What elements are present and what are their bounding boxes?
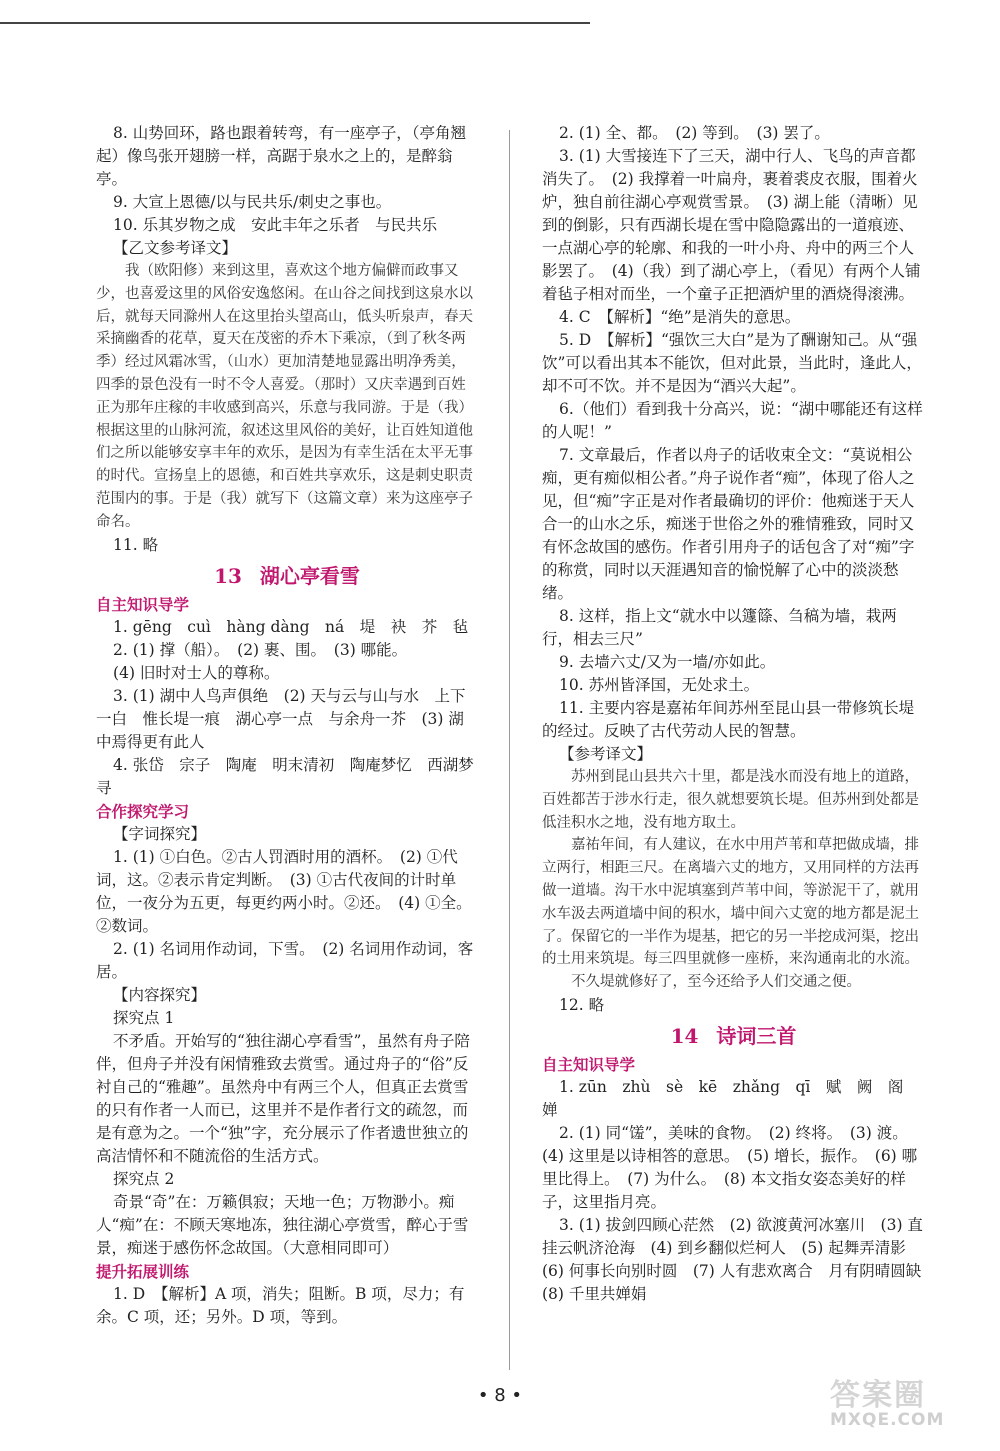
answer-line: 12. 略 <box>559 995 605 1014</box>
translation-paragraph: 不久堤就修好了，至今还给予人们交通之便。 <box>571 974 861 991</box>
answer-line: 3. (1) 拔剑四顾心茫然 (2) 欲渡黄河冰塞川 (3) 直挂云帆济沧海 (4) 到乡翻似烂柯人 (5) 起舞弄清影 (6) 何事长向别时圆 (7) 人有悲欢离合 月有阴晴圆缺 (8) 千里共婵娟 <box>542 1215 937 1303</box>
handwritten-translation <box>542 834 925 971</box>
answer-line: 7. 文章最后，作者以舟子的话收束全文：“莫说相公痴，更有痴似相公者。”舟子说作者“痴”，体现了俗人之见，但“痴”字正是对作者最确切的评价：他痴迷于天人合一的山水之乐，痴迷于世俗之外的雅情雅致，同时又有怀念故国的感伤。作者引用舟子的话包含了对“痴”字的称赏，同时以天涯遇知音的愉悦解了心中的淡淡愁绪。 <box>542 446 915 602</box>
section-number: 13 <box>214 563 242 588</box>
answer-line: 4. C 【解析】“绝”是消失的意思。 <box>559 308 801 326</box>
watermark-text: 答案圈 <box>830 1378 926 1413</box>
answer-line: 探究点 1 <box>113 1008 175 1027</box>
left-column <box>96 122 478 1329</box>
subsection-heading: 合作探究学习 <box>96 801 190 821</box>
handwritten-translation <box>542 766 925 834</box>
section-title <box>96 561 478 591</box>
answer-line: 5. D 【解析】“强饮三大白”是为了酬谢知己。从“强饮”可以看出其本不能饮，但对此景，当此时，逢此人，却不可不饮。并不是因为“酒兴大起”。 <box>542 331 922 395</box>
answer-line: 2. (1) 全、都。 (2) 等到。 (3) 罢了。 <box>559 124 830 142</box>
translation-paragraph: 苏州到昆山县共六十里，都是浅水而没有地上的道路，百姓都苦于涉水行走，很久就想要筑长堤。但苏州到处都是低洼积水之地，没有地方取土。 <box>542 769 919 831</box>
watermark-url: MXQE.COM <box>830 1410 945 1430</box>
answer-line: 4. 张岱 宗子 陶庵 明末清初 陶庵梦忆 西湖梦寻 <box>96 755 474 797</box>
answer-line: 奇景“奇”在：万籁俱寂；天地一色；万物渺小。痴人“痴”在：不顾天寒地冻，独往湖心亭赏雪，醉心于雪景，痴迷于感伤怀念故国。（大意相同即可） <box>96 1192 469 1257</box>
bracket-heading: 【参考译文】 <box>559 745 653 763</box>
subsection-heading: 自主知识导学 <box>542 1054 636 1074</box>
answer-line: 1. gēng cuì hàng dàng ná 堤 袂 芥 毡 <box>113 617 469 636</box>
column-divider <box>509 130 510 1370</box>
answer-line: 3. (1) 湖中人鸟声俱绝 (2) 天与云与山与水 上下一白 惟长堤一痕 湖心亭一点 与余舟一芥 (3) 湖中焉得更有此人 <box>96 686 466 751</box>
answer-line: 10. 乐其岁物之成 安此丰年之乐者 与民共乐 <box>113 216 438 234</box>
bracket-heading: 【字词探究】 <box>113 824 207 843</box>
right-column <box>542 122 937 1306</box>
section-title-text: 湖心亭看雪 <box>259 563 360 588</box>
handwritten-translation <box>542 971 925 994</box>
subsection-heading: 自主知识导学 <box>96 594 190 614</box>
answer-line: 10. 苏州皆泽国，无处求土。 <box>559 676 760 694</box>
answer-line: 不矛盾。开始写的“独往湖心亭看雪”，虽然有舟子陪伴，但舟子并没有闲情雅致去赏雪。通过舟子的“俗”反衬自己的“雅趣”。虽然舟中有两三个人，但真正去赏雪的只有作者一人而已，这里并不是作者行文的疏忽，而是有意为之。一个“独”字，充分展示了作者遗世独立的高洁情怀和不随流俗的生活方式。 <box>96 1031 470 1165</box>
watermark-logo <box>830 1370 980 1442</box>
answer-line: 3. (1) 大雪接连下了三天，湖中行人、飞鸟的声音都消失了。 (2) 我撑着一叶扁舟，裹着裘皮衣服，围着火炉，独自前往湖心亭观赏雪景。 (3) 湖上能（清晰）见到的倒影，只有西湖长堤在雪中隐隐露出的一道痕迹、一点湖心亭的轮廓、和我的一叶小舟、舟中的两三个人影罢了。 (4)（我）到了湖心亭上，（看见）有两个人铺着毡子相对而坐，一个童子正把酒炉里的酒烧得滚沸。 <box>542 147 921 303</box>
answer-line: 9. 去墙六丈/又为一墙/亦如此。 <box>559 653 776 671</box>
translation-paragraph: 嘉祐年间，有人建议，在水中用芦苇和草把做成墙，排立两行，相距三尺。在离墙六丈的地方，又用同样的方法再做一道墙。沟干水中泥填塞到芦苇中间，等淤泥干了，就用水车汲去两道墙中间的积水，墙中间六丈宽的地方都是泥土了。保留它的一半作为堤基，把它的另一半挖成河渠，挖出的土用来筑堤。每三四里就修一座桥，来沟通南北的水流。 <box>542 837 919 968</box>
section-number: 14 <box>670 1023 699 1048</box>
top-rule <box>0 22 590 24</box>
answer-line: 2. (1) 同“馐”，美味的食物。 (2) 终将。 (3) 渡。 (4) 这里是以诗相答的意思。 (5) 增长，振作。 (6) 哪里比得上。 (7) 为什么。 (8) 本文指女姿态美好的样子，这里指月亮。 <box>542 1123 918 1211</box>
translation-paragraph: 我（欧阳修）来到这里，喜欢这个地方偏僻而政事又少，也喜爱这里的风俗安逸悠闲。在山谷之间找到这泉水以后，就每天同滁州人在这里抬头望高山，低头听泉声，春天采摘幽香的花草，夏天在茂密的乔木下乘凉，（到了秋冬两季）经过风霜冰雪，（山水）更加清楚地显露出明净秀美，四季的景色没有一时不令人喜爱。（那时）又庆幸遇到百姓正为那年庄稼的丰收感到高兴，乐意与我同游。于是（我）根据这里的山脉河流，叙述这里风俗的美好，让百姓知道他们之所以能够安享丰年的欢乐，是因为有幸生活在太平无事的时代。宣扬皇上的恩德，和百姓共享欢乐，这是刺史职责范围内的事。于是（我）就写下（这篇文章）来为这座亭子命名。 <box>96 263 473 530</box>
section-title <box>542 1021 925 1051</box>
answer-line: 1. (1) ①白色。②古人罚酒时用的酒杯。 (2) ①代词，这。②表示肯定判断。 (3) ①古代夜间的计时单位，一夜分为五更，每更约两小时。②还。 (4) ①全。②数词。 <box>96 847 472 935</box>
answer-line: 探究点 2 <box>113 1169 175 1188</box>
answer-line: 1. zūn zhù sè kē zhǎng qī 赋 阙 阁 婵 <box>542 1077 919 1119</box>
answer-line: 11. 主要内容是嘉祐年间苏州至昆山县一带修筑长堤的经过。反映了古代劳动人民的智慧。 <box>542 699 915 740</box>
section-title-text: 诗词三首 <box>716 1023 797 1048</box>
bracket-heading: 【内容探究】 <box>113 985 207 1004</box>
answer-line: 2. (1) 撑（船）。 (2) 裹、围。 (3) 哪能。 <box>113 640 408 659</box>
subsection-heading: 提升拓展训练 <box>96 1261 190 1281</box>
answer-line: 8. 山势回环，路也跟着转弯，有一座亭子，（亭角翘起）像鸟张开翅膀一样，高踞于泉水之上的，是醉翁亭。 <box>96 124 467 188</box>
page-number: • 8 • <box>477 1385 523 1406</box>
answer-line: 1. D 【解析】A 项，消失；阻断。B 项，尽力；有余。C 项，还；另外。D 项，等到。 <box>96 1284 465 1326</box>
answer-line: (4) 旧时对士人的尊称。 <box>113 663 280 682</box>
answer-line: 9. 大宣上恩德/以与民共乐/刺史之事也。 <box>113 193 392 211</box>
answer-line: 8. 这样，指上文“就水中以籧篨、刍稿为墙，栽两行，相去三尺” <box>542 607 897 648</box>
handwritten-translation <box>96 260 478 534</box>
answer-line: 6.（他们）看到我十分高兴，说：“湖中哪能还有这样的人呢！” <box>542 400 923 441</box>
bracket-heading: 【乙文参考译文】 <box>113 239 238 257</box>
answer-line: 2. (1) 名词用作动词，下雪。 (2) 名词用作动词，客居。 <box>96 939 474 981</box>
answer-line: 11. 略 <box>113 535 159 554</box>
